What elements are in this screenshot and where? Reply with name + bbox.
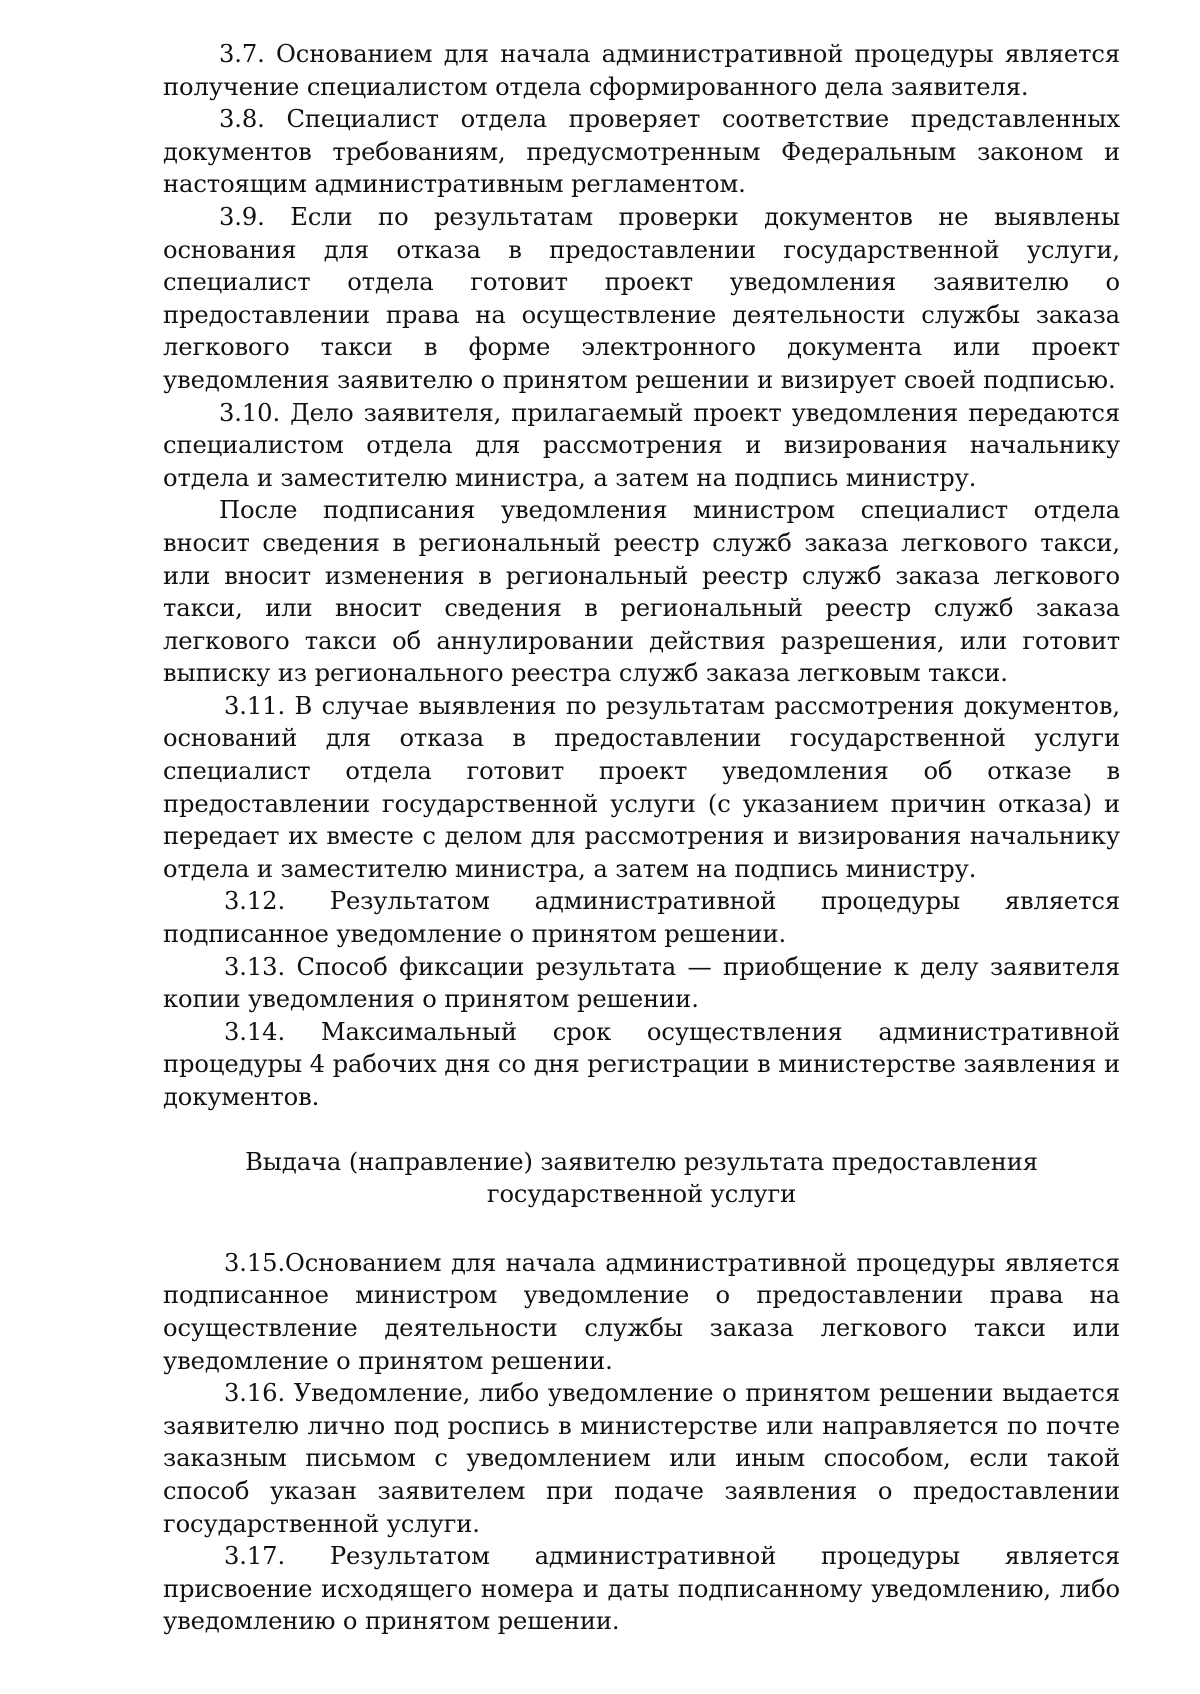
document-page — [163, 38, 1120, 1638]
paragraph-3-16: 3.16. Уведомление, либо уведомление о принятом решении выдается заявителю лично под роспись в министерстве или направляется по почте заказным письмом с уведомлением или иным способом, если такой способ указан заявителем при подаче заявления о предоставлении государственной услуги. — [163, 1379, 1120, 1538]
paragraph-3-15: 3.15.Основанием для начала административной процедуры является подписанное министром уведомление о предоставлении права на осуществление деятельности службы заказа легкового такси или уведомление о принятом решении. — [163, 1248, 1120, 1375]
paragraph-3-12: 3.12. Результатом административной процедуры является подписанное уведомление о принятом решении. — [163, 887, 1120, 949]
paragraph-3-10: 3.10. Дело заявителя, прилагаемый проект уведомления передаются специалистом отдела для рассмотрения и визирования начальнику отдела и заместителю министра, а затем на подпись министру. — [163, 398, 1120, 492]
paragraph-3-13: 3.13. Способ фиксации результата — приобщение к делу заявителя копии уведомления о принятом решении. — [163, 952, 1120, 1014]
paragraph-3-7: 3.7. Основанием для начала административной процедуры является получение специалистом отдела сформированного дела заявителя. — [163, 40, 1120, 101]
paragraph-3-14: 3.14. Максимальный срок осуществления административной процедуры 4 рабочих дня со дня регистрации в министерстве заявления и документов. — [163, 1017, 1120, 1111]
paragraph-after-signing: После подписания уведомления министром специалист отдела вносит сведения в региональный реестр служб заказа легкового такси, или вносит изменения в региональный реестр служб заказа легкового такси, или вносит сведения в региональный реестр служб заказа легкового такси об аннулировании действия разрешения, или готовит выписку из регионального реестра служб заказа легковым такси. — [163, 496, 1120, 688]
section-heading-line-1: Выдача (направление) заявителю результата предоставления — [245, 1147, 1038, 1176]
section-heading-line-2: государственной услуги — [486, 1180, 797, 1209]
paragraph-3-9: 3.9. Если по результатам проверки документов не выявлены основания для отказа в предоставлении государственной услуги, специалист отдела готовит проект уведомления заявителю о предоставлении права на осуществление деятельности службы заказа легкового такси в форме электронного документа или проект уведомления заявителю о принятом решении и визирует своей подписью. — [163, 202, 1120, 394]
paragraph-3-17: 3.17. Результатом административной процедуры является присвоение исходящего номера и даты подписанному уведомлению, либо уведомлению о принятом решении. — [163, 1542, 1120, 1636]
paragraph-3-8: 3.8. Специалист отдела проверяет соответствие представленных документов требованиям, предусмотренным Федеральным законом и настоящим административным регламентом. — [163, 105, 1120, 199]
paragraph-3-11: 3.11. В случае выявления по результатам рассмотрения документов, оснований для отказа в предоставлении государственной услуги специалист отдела готовит проект уведомления об отказе в предоставлении государственной услуги (с указанием причин отказа) и передает их вместе с делом для рассмотрения и визирования начальнику отдела и заместителю министра, а затем на подпись министру. — [163, 691, 1120, 883]
section-heading — [163, 1114, 1120, 1247]
